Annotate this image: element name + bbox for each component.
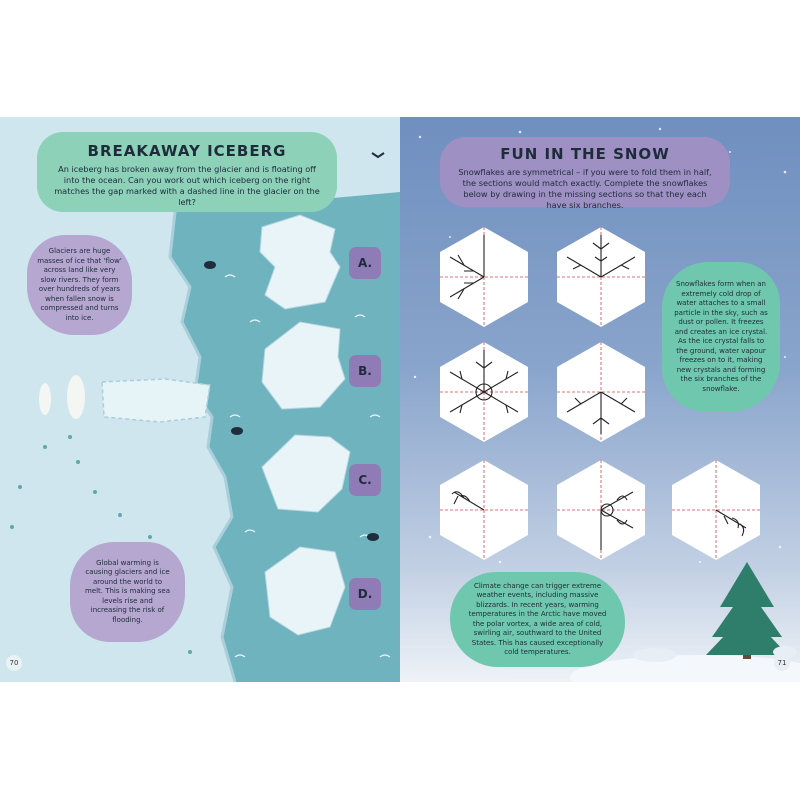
intro-text: An iceberg has broken away from the glacier and is floating off into the ocean. Can you work out which iceberg on the right matches the gap marked with a dashed line in the glacier on the left? [54,164,320,207]
snowflake-puzzle-2[interactable] [557,227,645,327]
page-title: FUN IN THE SNOW [500,145,670,163]
left-title-pill [37,132,337,212]
snowflake-puzzle-6[interactable] [557,460,645,560]
fact-bubble-warming: Global warming is causing glaciers and ice around the world to melt. This is making sea levels rise and increasing the risk of flooding. [70,542,185,642]
snowflake-puzzle-7[interactable] [672,460,760,560]
option-a-button[interactable]: A. [349,247,381,279]
page-number-left: 70 [6,655,22,671]
page-number-right: 71 [774,655,790,671]
fact-bubble-climate: Climate change can trigger extreme weather events, including massive blizzards. In recent years, warming temperatures in the Arctic have moved the polar vortex, a wide area of cold, swirling air, southward to the United States. This has caused exceptionally cold temperatures. [450,572,625,667]
snowflake-puzzle-1[interactable] [440,227,528,327]
option-c-button[interactable]: C. [349,464,381,496]
right-page [400,117,800,682]
snowflake-puzzle-3[interactable] [440,342,528,442]
fact-bubble-snowflakes: Snowflakes form when an extremely cold drop of water attaches to a small particle in the sky, such as dust or pollen. It freezes and creates an ice crystal. As the ice crystal falls to the ground, water vapour freezes on to it, making new crystals and forming the six branches of the snowflake. [662,262,780,412]
left-page [0,117,400,682]
page-title: BREAKAWAY ICEBERG [87,142,287,160]
book-spread [0,117,800,682]
intro-text: Snowflakes are symmetrical – if you were to fold them in half, the sections would match exactly. Complete the snowflakes below by drawing in the missing sections so that they each have six branches. [458,167,712,210]
option-d-button[interactable]: D. [349,578,381,610]
right-title-pill [440,137,730,210]
fact-bubble-glaciers: Glaciers are huge masses of ice that 'flow' across land like very slow rivers. They form over hundreds of years when fallen snow is compressed and turns into ice. [27,235,132,335]
option-b-button[interactable]: B. [349,355,381,387]
snowflake-puzzle-5[interactable] [440,460,528,560]
snowflake-puzzle-4[interactable] [557,342,645,442]
